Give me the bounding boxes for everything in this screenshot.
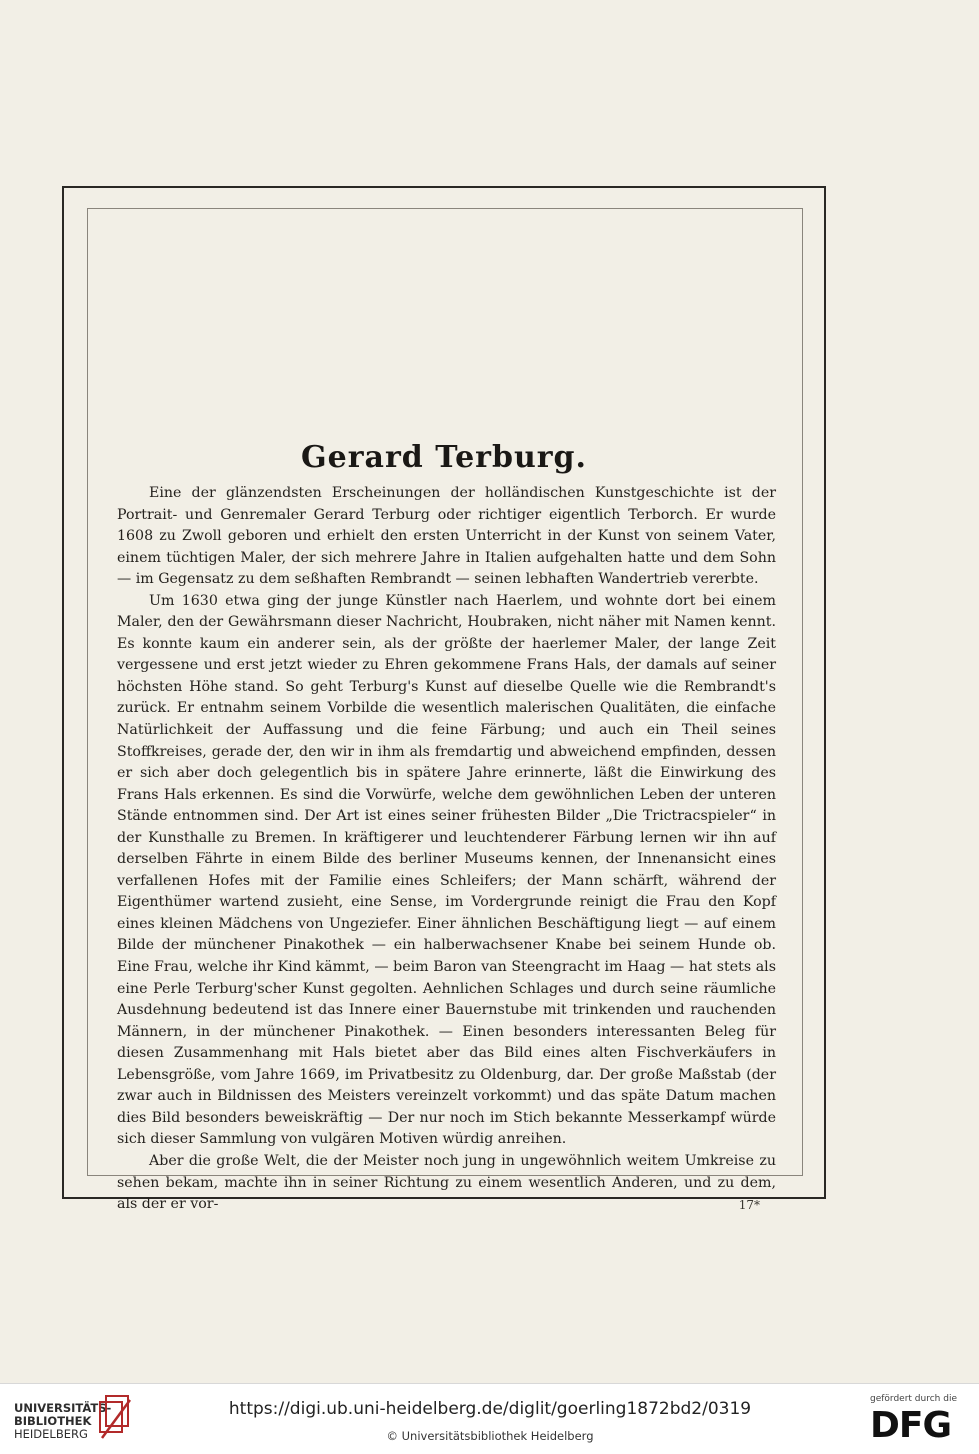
library-logo-icon[interactable] xyxy=(96,1392,136,1444)
paragraph-1: Eine der glänzendsten Erscheinungen der holländischen Kunstgeschichte ist der Portrait- und Genremaler Gerard Terburg oder richtiger eigentlich Terborch. Er wurde 1608 zu Zwoll geboren und erhielt den ersten Unterricht in der Kunst von seinem Vater, einem tüchtigen Maler, der sich mehrere Jahre in Italien aufgehalten hatte und dem Sohn — im Gegensatz zu dem seßhaften Rembrandt — seinen lebhaften Wandertrieb vererbte. xyxy=(117,485,776,588)
funding-note: gefördert durch die xyxy=(870,1394,957,1404)
footer-bar xyxy=(0,1383,979,1454)
paragraph-3: Aber die große Welt, die der Meister noch jung in ungewöhnlich weitem Umkreise zu sehen bekam, machte ihn in seiner Richtung zu einem wesentlich Anderen, und zu dem, als der er vor- xyxy=(117,1152,776,1213)
paragraph-2: Um 1630 etwa ging der junge Künstler nach Haerlem, und wohnte dort bei einem Maler, den der Gewährsmann dieser Nachricht, Houbraken, nicht näher mit Namen kennt. Es konnte kaum ein anderer sein, als der größte der haerlemer Maler, der lange Zeit vergessene und erst jetzt wieder zu Ehren gekommene Frans Hals, der damals auf seiner höchsten Höhe stand. So geht Terburg's Kunst auf dieselbe Quelle wie die Rembrandt's zurück. Er entnahm seinem Vorbilde die wesentlich malerischen Qualitäten, die einfache Natürlichkeit der Auffassung und die feine Färbung; und auch ein Theil seines Stoffkreises, gerade der, den wir in ihm als fremdartig und abweichend empfinden, dessen er sich aber doch gelegentlich bis in spätere Jahre erinnerte, läßt die Einwirkung des Frans Hals erkennen. Es sind die Vorwürfe, welche dem gewöhnlichen Leben der unteren Stände entnommen sind. Der Art ist eines seiner frühesten Bilder „Die Trictracspieler“ in der Kunsthalle zu Bremen. In kräftigerer und leuchtenderer Färbung lernen wir ihn auf derselben Fährte in einem Bilde des berliner Museums kennen, der Innenansicht eines verfallenen Hofes mit der Familie eines Schleifers; der Mann schärft, während der Eigenthümer wartend zusieht, eine Sense, im Vordergrunde reinigt die Frau den Kopf eines kleinen Mädchens von Ungeziefer. Einer ähnlichen Beschäftigung liegt — auf einem Bilde der münchener Pinakothek — ein halberwachsener Knabe bei seinem Hunde ob. Eine Frau, welche ihr Kind kämmt, — beim Baron van Steengracht im Haag — hat stets als eine Perle Terburg'scher Kunst gegolten. Aehnlichen Schlages und durch seine räumliche Ausdehnung bedeutend ist das Innere einer Bauernstube mit trinkenden und rauchenden Männern, in der münchener Pinakothek. — Einen besonders interessanten Beleg für diesen Zusammenhang mit Hals bietet aber das Bild eines alten Fischverkäufers in Lebensgröße, vom Jahre 1669, im Privatbesitz zu Oldenburg, dar. Der große Maßstab (der zwar auch in Bildnissen des Meisters vereinzelt vorkommt) und das späte Datum machen dies Bild besonders beweiskräftig — Der nur noch im Stich bekannte Messerkampf würde sich dieser Sammlung von vulgären Motiven würdig anreihen. xyxy=(117,592,776,1148)
article-title: Gerard Terburg. xyxy=(301,440,587,475)
copyright-text: © Universitätsbibliothek Heidelberg xyxy=(386,1429,594,1443)
library-name-line2: BIBLIOTHEK xyxy=(14,1414,92,1428)
library-name-line3: HEIDELBERG xyxy=(14,1427,88,1441)
permalink-url[interactable]: https://digi.ub.uni-heidelberg.de/diglit/goerling1872bd2/0319 xyxy=(228,1399,752,1419)
dfg-logo[interactable]: DFG xyxy=(870,1405,952,1446)
article-body xyxy=(117,483,776,1216)
library-name-line1: UNIVERSITÄTS- xyxy=(14,1401,112,1415)
page-number: 17* xyxy=(738,1198,760,1212)
